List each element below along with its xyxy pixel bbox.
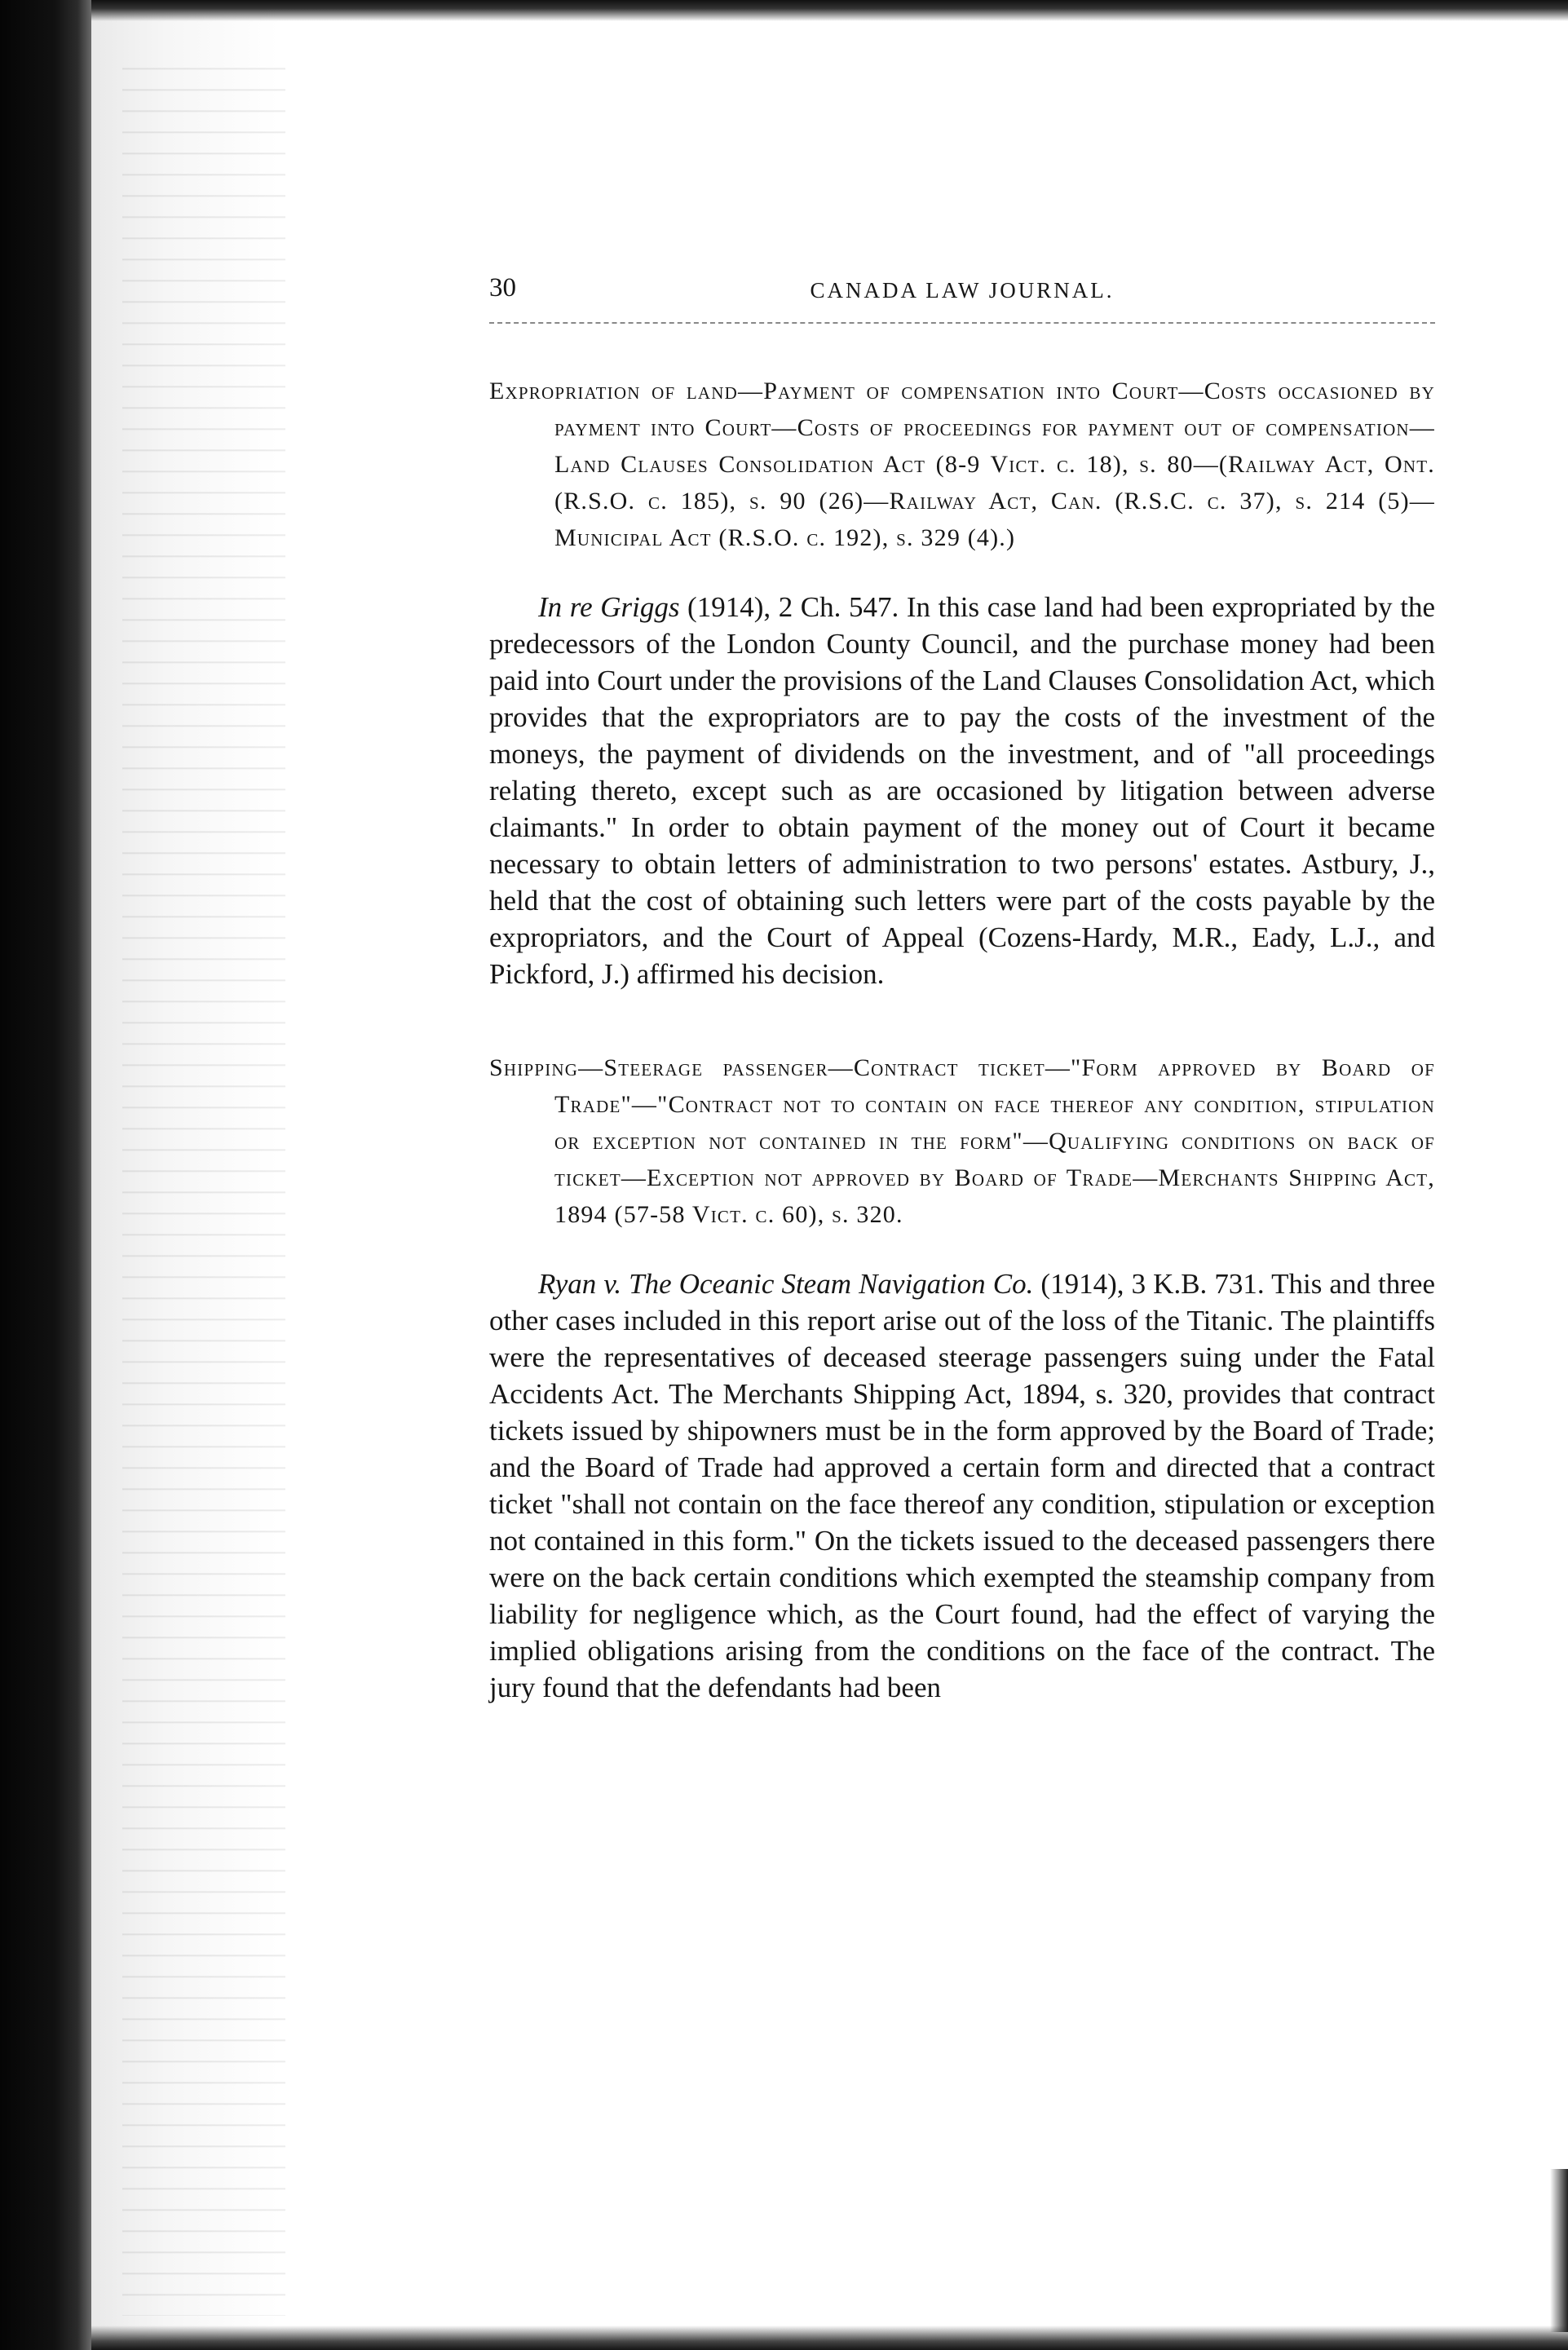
- journal-title: CANADA LAW JOURNAL.: [810, 278, 1115, 303]
- article-body: [489, 1266, 1435, 1706]
- article-headnote: Expropriation of land—Payment of compensation into Court—Costs occasioned by payment into Court—Costs of proceedings for payment out of compensation—Land Clauses Consolidation Act (8-9 Vict. c. 18), s. 80—(Railway Act, Ont. (R.S.O. c. 185), s. 90 (26)—Railway Act, Can. (R.S.C. c. 37), s. 214 (5)—Municipal Act (R.S.O. c. 192), s. 329 (4).): [489, 378, 1435, 551]
- running-head: [489, 273, 1435, 324]
- scan-border-top: [91, 0, 1568, 21]
- article: [489, 373, 1435, 992]
- article-body: [489, 589, 1435, 992]
- scan-border-right-mark: [1550, 2169, 1568, 2332]
- article-text: (1914), 3 K.B. 731. This and three other cases included in this report arise out of the loss of the Titanic. The plaintiffs were the representatives of deceased steerage passengers suing under the Fatal Accidents Act. The Merchants Shipping Act, 1894, s. 320, provides that contract tickets issued by shipowners must be in the form approved by the Board of Trade; and the Board of Trade had approved a certain form and directed that a contract ticket "shall not contain on the face thereof any condition, stipulation or exception not contained in this form." On the tickets issued to the deceased passengers there were on the back certain conditions which exempted the steamship company from liability for negligence which, as the Court found, had the effect of varying the implied obligations arising from the conditions on the face of the contract. The jury found that the defendants had been: [489, 1268, 1435, 1703]
- case-citation: In re Griggs: [538, 591, 680, 623]
- article: [489, 1049, 1435, 1706]
- article-headnote: Shipping—Steerage passenger—Contract ticket—"Form approved by Board of Trade"—"Contract not to contain on face thereof any condition, stipulation or exception not contained in the form"—Qualifying conditions on back of ticket—Exception not approved by Board of Trade—Merchants Shipping Act, 1894 (57-58 Vict. c. 60), s. 320.: [489, 1054, 1435, 1228]
- article-text: (1914), 2 Ch. 547. In this case land had been expropriated by the predecessors of the London County Council, and the purchase money had been paid into Court under the provisions of the Land Clauses Consolidation Act, which provides that the expropriators are to pay the costs of the investment of the moneys, the payment of dividends on the investment, and of "all proceedings relating thereto, except such as are occasioned by litigation between adverse claimants." In order to obtain payment of the money out of Court it became necessary to obtain letters of administration to two persons' estates. Astbury, J., held that the cost of obtaining such letters were part of the costs payable by the expropriators, and the Court of Appeal (Cozens-Hardy, M.R., Eady, L.J., and Pickford, J.) affirmed his decision.: [489, 591, 1435, 990]
- page-number: 30: [489, 273, 516, 303]
- journal-page: [489, 273, 1435, 1763]
- scan-margin-noise: [122, 49, 285, 2316]
- scan-border-left: [0, 0, 91, 2350]
- scan-border-bottom: [91, 2326, 1568, 2350]
- case-citation: Ryan v. The Oceanic Steam Navigation Co.: [538, 1268, 1034, 1300]
